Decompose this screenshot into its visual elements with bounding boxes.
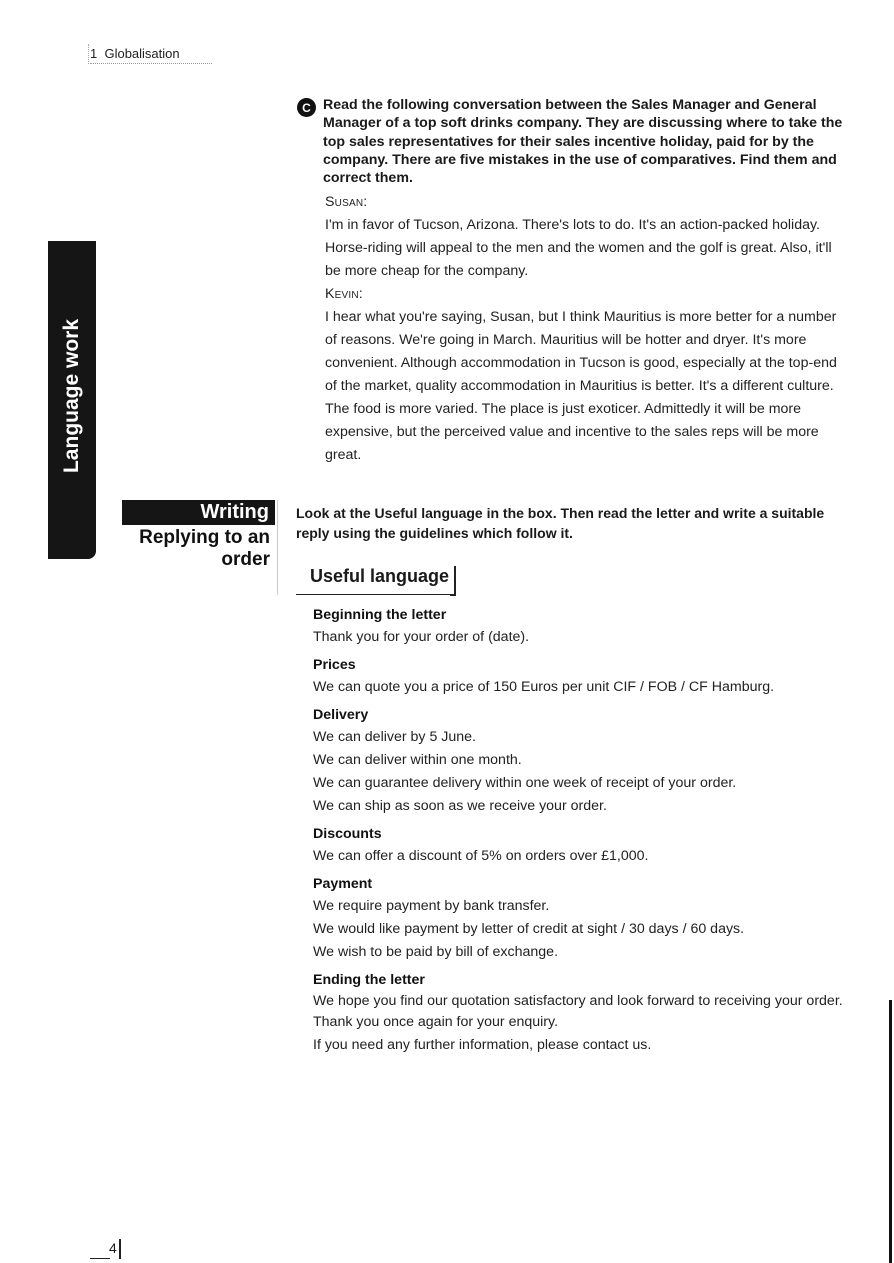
phrase-line: We can deliver by 5 June. <box>313 729 476 745</box>
phrase-group <box>313 823 843 868</box>
phrase-line: We would like payment by letter of credit at sight / 30 days / 60 days. <box>313 921 745 937</box>
phrase-group <box>313 969 843 1057</box>
phrase-group <box>313 654 843 699</box>
phrase-line: We can offer a discount of 5% on orders over £1,000. <box>313 848 649 864</box>
page-number: 4 <box>109 1240 117 1256</box>
phrase-group-title: Beginning the letter <box>313 607 447 623</box>
writing-instruction: Look at the Useful language in the box. Then read the letter and write a suitable reply using the guidelines which follow it. <box>296 505 825 541</box>
writing-label-box <box>122 500 275 525</box>
speech-text: I'm in favor of Tucson, Arizona. There's lots to do. It's an action-packed holiday. Horse-riding will appeal to the men and the women and the golf is great. Also, it'll be more cheap for the company. <box>325 217 832 279</box>
phrase-line: Thank you once again for your enquiry. <box>313 1014 559 1030</box>
phrase-line: If you need any further information, please contact us. <box>313 1037 652 1053</box>
useful-language-list <box>313 604 843 1062</box>
phrase-group <box>313 704 843 818</box>
phrase-line: We can deliver within one month. <box>313 752 522 768</box>
writing-subtitle-line: Replying to an <box>139 527 270 548</box>
phrase-group <box>313 873 843 964</box>
phrase-line: We can guarantee delivery within one week of receipt of your order. <box>313 775 737 791</box>
page-number-bracket <box>119 1239 121 1259</box>
speaker-name: Susan: <box>325 194 368 210</box>
phrase-line: We wish to be paid by bill of exchange. <box>313 944 559 960</box>
phrase-line: We hope you find our quotation satisfactory and look forward to receiving your order. <box>313 993 843 1009</box>
writing-subtitle-line: order <box>221 549 270 570</box>
chapter-number: 1 <box>90 46 98 61</box>
chapter-title: Globalisation <box>104 46 180 61</box>
speaker-name: Kevin: <box>325 286 363 302</box>
phrase-group-title: Payment <box>313 876 373 892</box>
phrase-group-title: Prices <box>313 657 356 673</box>
side-tab-label: Language work <box>60 318 83 474</box>
phrase-group-title: Delivery <box>313 707 369 723</box>
phrase-group <box>313 604 843 649</box>
scan-edge <box>889 1000 892 1263</box>
writing-subtitle <box>110 527 270 571</box>
page-number-rule <box>90 1258 110 1259</box>
conversation <box>325 191 850 467</box>
header-rule <box>90 63 212 64</box>
heading-bracket <box>450 566 456 596</box>
phrase-line: We can quote you a price of 150 Euros per unit CIF / FOB / CF Hamburg. <box>313 679 775 695</box>
header-divider <box>88 44 89 64</box>
phrase-group-title: Discounts <box>313 826 382 842</box>
exercise-badge: C <box>297 98 316 117</box>
phrase-line: We require payment by bank transfer. <box>313 898 550 914</box>
phrase-line: Thank you for your order of (date). <box>313 629 530 645</box>
heading-rule <box>296 594 456 595</box>
exercise-instruction: Read the following conversation between the Sales Manager and General Manager of a top soft drinks company. They are discussing where to take the top sales representatives for their sales incentive holiday, paid for by the company. There are five mistakes in the use of comparatives. Find them and correct them. <box>323 97 843 187</box>
speech-text: I hear what you're saying, Susan, but I think Mauritius is more better for a number of reasons. We're going in March. Mauritius will be hotter and dryer. It's more convenient. Although accommodation in Tucson is good, especially at the top-end of the market, quality accommodation in Mauritius is better. It's a different culture. The food is more varied. The place is just exoticer. Admittedly it will be more expensive, but the perceived value and incentive to the sales reps will be more great. <box>325 309 837 463</box>
phrase-group-title: Ending the letter <box>313 972 425 988</box>
running-header <box>90 46 180 61</box>
section-side-tab <box>48 241 96 559</box>
useful-language-heading: Useful language <box>310 566 450 586</box>
writing-label: Writing <box>200 501 269 523</box>
section-divider <box>277 500 278 595</box>
phrase-line: We can ship as soon as we receive your order. <box>313 798 607 814</box>
